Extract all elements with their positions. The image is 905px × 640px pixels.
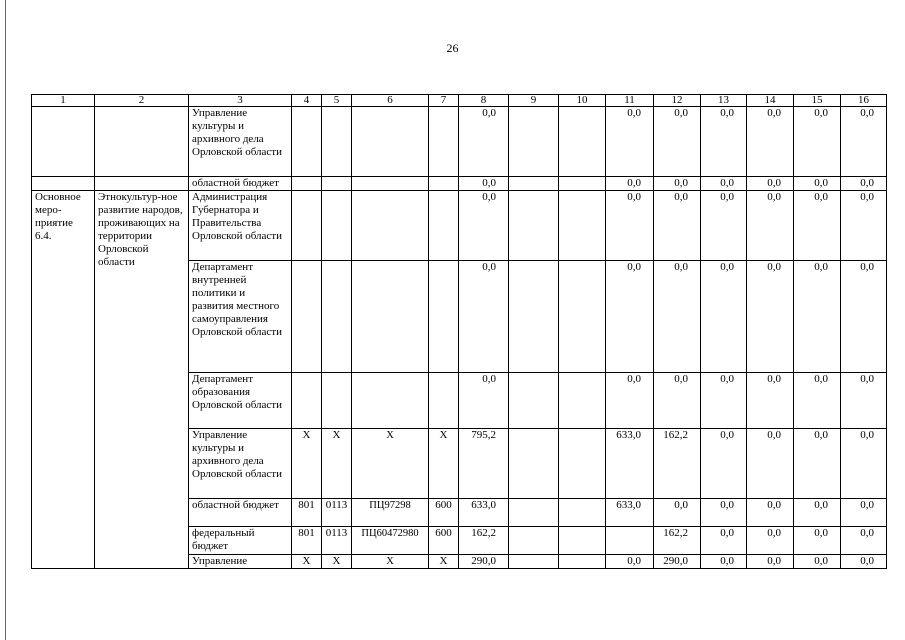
table-cell: 0,0 <box>747 555 794 569</box>
table-cell: Х <box>322 555 352 569</box>
table-cell <box>429 107 459 177</box>
table-cell: 0,0 <box>654 261 701 373</box>
table-cell: 0,0 <box>701 527 747 555</box>
table-row <box>32 177 887 191</box>
table-cell <box>429 373 459 429</box>
table-cell <box>292 191 322 261</box>
table-cell <box>429 177 459 191</box>
column-header: 14 <box>747 95 794 107</box>
measure-number-cell: Основное меро-приятие 6.4. <box>32 191 95 569</box>
table-cell <box>322 373 352 429</box>
table-cell <box>429 191 459 261</box>
table-cell: 0,0 <box>747 107 794 177</box>
table-cell: 0,0 <box>701 107 747 177</box>
table-cell: 0,0 <box>747 373 794 429</box>
table-cell: 0,0 <box>841 429 887 499</box>
table-cell: 0,0 <box>794 177 841 191</box>
table-cell: Х <box>322 429 352 499</box>
column-header: 8 <box>459 95 509 107</box>
table-cell <box>322 107 352 177</box>
table-cell <box>559 429 606 499</box>
table-cell: ПЦ60472980 <box>352 527 429 555</box>
budget-table <box>31 94 887 569</box>
table-cell: 0,0 <box>747 527 794 555</box>
table-cell: 795,2 <box>459 429 509 499</box>
table-cell: 0,0 <box>606 191 654 261</box>
table-cell: 0,0 <box>701 261 747 373</box>
table-cell: 0,0 <box>606 373 654 429</box>
table-cell: 0,0 <box>459 177 509 191</box>
table-cell <box>352 191 429 261</box>
executor-cell: Департамент внутренней политики и развития местного самоуправления Орловской области <box>189 261 292 373</box>
table-cell: 0,0 <box>701 555 747 569</box>
table-cell <box>559 373 606 429</box>
table-cell <box>559 107 606 177</box>
table-cell: Х <box>352 429 429 499</box>
table-cell <box>509 191 559 261</box>
table-cell: 162,2 <box>459 527 509 555</box>
table-cell: 0,0 <box>459 373 509 429</box>
table-cell: ПЦ97298 <box>352 499 429 527</box>
table-cell: 0,0 <box>606 555 654 569</box>
table-cell <box>559 191 606 261</box>
table-cell: 0,0 <box>794 527 841 555</box>
measure-name-cell: Этнокультур-ное развитие народов, проживающих на территории Орловской области <box>95 191 189 569</box>
table-cell <box>429 261 459 373</box>
table-cell: 633,0 <box>606 429 654 499</box>
table-cell: 0,0 <box>841 107 887 177</box>
table-cell: 0,0 <box>841 555 887 569</box>
table-cell: 0,0 <box>841 373 887 429</box>
table-cell: 0,0 <box>701 373 747 429</box>
table-cell: 0,0 <box>747 429 794 499</box>
table-cell: 600 <box>429 499 459 527</box>
page-edge-line <box>5 0 6 640</box>
table-cell: 0,0 <box>841 527 887 555</box>
table-cell <box>509 261 559 373</box>
table-cell: 0,0 <box>654 191 701 261</box>
table-cell: 0,0 <box>794 191 841 261</box>
table-cell <box>559 555 606 569</box>
table-cell: 0,0 <box>794 499 841 527</box>
column-header: 2 <box>95 95 189 107</box>
column-header: 5 <box>322 95 352 107</box>
table-cell <box>352 373 429 429</box>
table-cell: 0,0 <box>654 373 701 429</box>
table-cell: 0,0 <box>747 261 794 373</box>
table-cell: 162,2 <box>654 429 701 499</box>
table-cell: 0,0 <box>794 555 841 569</box>
table-cell <box>352 177 429 191</box>
table-cell: 0,0 <box>654 107 701 177</box>
table-cell: 0113 <box>322 499 352 527</box>
column-header: 12 <box>654 95 701 107</box>
table-cell <box>559 261 606 373</box>
table-cell: 0,0 <box>606 261 654 373</box>
column-header: 11 <box>606 95 654 107</box>
table-cell: 0,0 <box>841 177 887 191</box>
page-number: 26 <box>446 41 459 55</box>
table-cell: 0,0 <box>747 191 794 261</box>
column-header: 9 <box>509 95 559 107</box>
table-cell: 801 <box>292 499 322 527</box>
executor-cell: Департамент образования Орловской области <box>189 373 292 429</box>
executor-cell: областной бюджет <box>189 499 292 527</box>
table-cell <box>352 107 429 177</box>
table-cell <box>509 177 559 191</box>
column-header: 6 <box>352 95 429 107</box>
table-cell <box>559 499 606 527</box>
table-cell: Х <box>429 429 459 499</box>
table-cell: 0,0 <box>606 107 654 177</box>
table-cell: 0,0 <box>654 499 701 527</box>
table-cell <box>559 177 606 191</box>
executor-cell: Управление культуры и архивного дела Орловской области <box>189 429 292 499</box>
table-cell: 0,0 <box>606 177 654 191</box>
table-cell: 633,0 <box>459 499 509 527</box>
table-cell <box>292 177 322 191</box>
table-cell: 0,0 <box>701 177 747 191</box>
column-header: 10 <box>559 95 606 107</box>
table-cell: 290,0 <box>459 555 509 569</box>
table-cell: 0,0 <box>794 261 841 373</box>
table-cell: 600 <box>429 527 459 555</box>
table-cell: 162,2 <box>654 527 701 555</box>
column-header: 3 <box>189 95 292 107</box>
column-header: 7 <box>429 95 459 107</box>
table-cell <box>322 191 352 261</box>
table-cell: 0,0 <box>459 261 509 373</box>
column-header: 4 <box>292 95 322 107</box>
table-cell <box>606 527 654 555</box>
executor-cell: федеральный бюджет <box>189 527 292 555</box>
table-row <box>32 191 887 261</box>
table-cell <box>32 177 95 191</box>
table-cell: 0113 <box>322 527 352 555</box>
table-cell: 0,0 <box>794 373 841 429</box>
table-cell: Х <box>292 555 322 569</box>
table-cell <box>509 527 559 555</box>
column-number-header-row <box>32 95 887 107</box>
table-cell <box>509 499 559 527</box>
table-cell <box>322 261 352 373</box>
table-cell <box>509 555 559 569</box>
table-cell: 633,0 <box>606 499 654 527</box>
table-cell: 0,0 <box>747 177 794 191</box>
executor-cell: Администрация Губернатора и Правительства Орловской области <box>189 191 292 261</box>
table-row <box>32 107 887 177</box>
table-cell <box>509 429 559 499</box>
table-cell: 0,0 <box>701 499 747 527</box>
table-cell: 0,0 <box>459 107 509 177</box>
table-cell <box>292 373 322 429</box>
table-cell: 0,0 <box>794 107 841 177</box>
table-cell <box>322 177 352 191</box>
table-cell <box>95 177 189 191</box>
table-cell: 801 <box>292 527 322 555</box>
executor-cell: областной бюджет <box>189 177 292 191</box>
executor-cell: Управление <box>189 555 292 569</box>
table-cell: 0,0 <box>701 429 747 499</box>
table-cell <box>509 107 559 177</box>
table-cell: 0,0 <box>841 261 887 373</box>
table-cell: 0,0 <box>459 191 509 261</box>
table-cell: 0,0 <box>794 429 841 499</box>
executor-cell: Управление культуры и архивного дела Орловской области <box>189 107 292 177</box>
table-cell <box>292 107 322 177</box>
column-header: 13 <box>701 95 747 107</box>
table-cell: 0,0 <box>654 177 701 191</box>
column-header: 15 <box>794 95 841 107</box>
column-header: 1 <box>32 95 95 107</box>
table-cell: 290,0 <box>654 555 701 569</box>
column-header: 16 <box>841 95 887 107</box>
table-cell: 0,0 <box>841 191 887 261</box>
table-cell: Х <box>292 429 322 499</box>
table-cell: 0,0 <box>701 191 747 261</box>
table-cell: 0,0 <box>747 499 794 527</box>
table-cell <box>95 107 189 177</box>
table-cell <box>509 373 559 429</box>
table-cell <box>32 107 95 177</box>
table-cell: Х <box>429 555 459 569</box>
table-cell <box>352 261 429 373</box>
table-cell: Х <box>352 555 429 569</box>
table-cell: 0,0 <box>841 499 887 527</box>
table-cell <box>292 261 322 373</box>
table-cell <box>559 527 606 555</box>
